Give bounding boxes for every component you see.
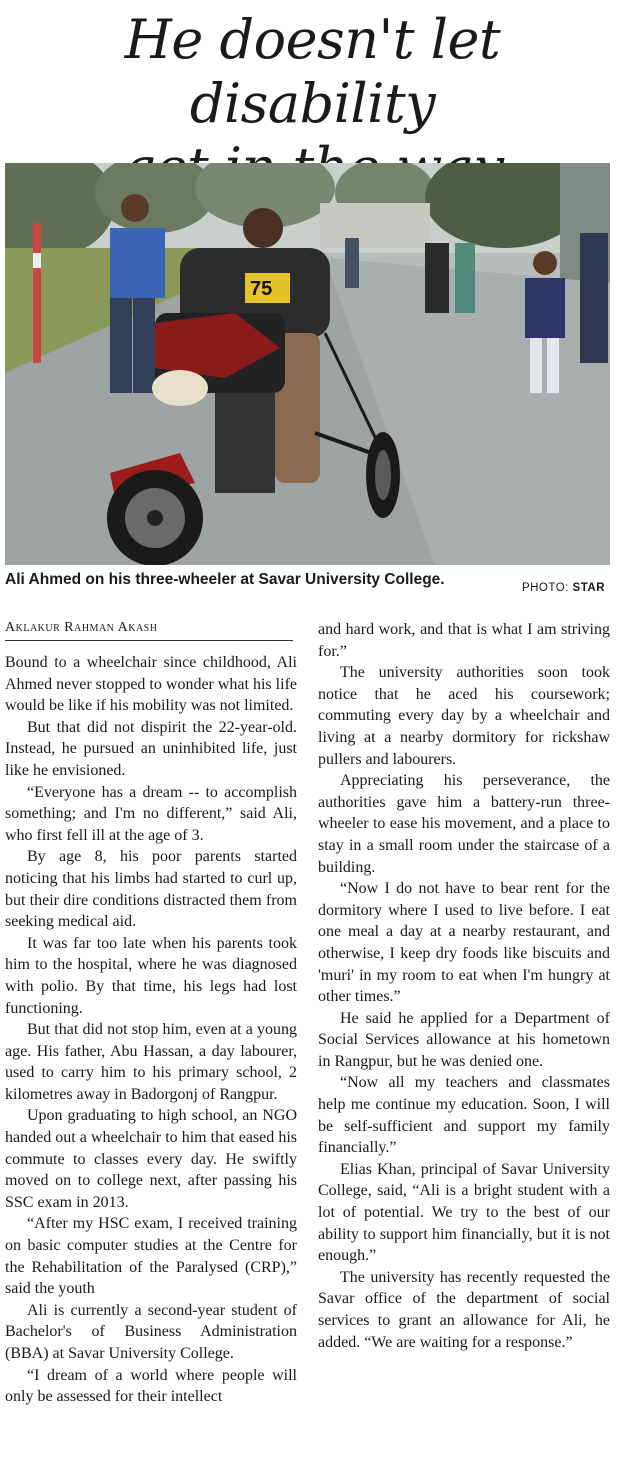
photo-caption: Ali Ahmed on his three-wheeler at Savar University College. bbox=[5, 571, 445, 588]
paragraph: The university authorities soon took notice that he aced his coursework; commuting every day by a wheelchair and living at a nearby dormitory for rickshaw pullers and labourers. bbox=[318, 664, 610, 768]
article-column-2 bbox=[318, 619, 610, 1353]
paragraph: “I dream of a world where people will only be assessed for their intellect bbox=[5, 1366, 297, 1406]
paragraph-continuation: and hard work, and that is what I am striving for.” bbox=[318, 621, 610, 660]
byline: Aklakur Rahman Akash bbox=[5, 620, 293, 641]
paragraph: Ali is currently a second-year student of Bachelor's of Business Administration (BBA) at Savar University College. bbox=[5, 1301, 297, 1362]
photo-credit-source: STAR bbox=[572, 582, 605, 594]
paragraph: The university has recently requested the Savar office of the department of social services to grant an allowance for Ali, he added. “We are waiting for a response.” bbox=[318, 1268, 610, 1351]
paragraph: Elias Khan, principal of Savar University College, said, “Ali is a bright student with a lot of potential. We try to the best of our ability to support him financially, but it is not enough.” bbox=[318, 1160, 610, 1265]
paragraph: Bound to a wheelchair since childhood, Ali Ahmed never stopped to wonder what his life would be like if his mobility was not limited. bbox=[5, 654, 297, 715]
paragraph: He said he applied for a Department of Social Services allowance at his hometown in Rangpur, but he was denied one. bbox=[318, 1009, 610, 1070]
paragraph: “After my HSC exam, I received training on basic computer studies at the Centre for the Rehabilitation of the Paralysed (CRP),” said the youth bbox=[5, 1215, 297, 1298]
paragraph: But that did not dispirit the 22-year-old. Instead, he pursued an uninhibited life, just like he envisioned. bbox=[5, 718, 297, 779]
paragraph: “Everyone has a dream -- to accomplish something; and I'm no different,” said Ali, who first fell ill at the age of 3. bbox=[5, 783, 297, 844]
paragraph: By age 8, his poor parents started noticing that his limbs had started to curl up, but their dire conditions distracted them from seeking medical aid. bbox=[5, 848, 297, 931]
photo-illustration bbox=[5, 163, 610, 565]
news-photo bbox=[5, 163, 610, 565]
article-column-1 bbox=[5, 652, 297, 1408]
photo-credit-label: PHOTO: bbox=[521, 582, 569, 594]
paragraph: Upon graduating to high school, an NGO handed out a wheelchair to him that eased his commute to classes every day. He swiftly moved on to college next, after passing his SSC exam in 2013. bbox=[5, 1107, 297, 1211]
paragraph: It was far too late when his parents took him to the hospital, where he was diagnosed with polio. By that time, his legs had lost functioning. bbox=[5, 934, 297, 1017]
paragraph: “Now I do not have to bear rent for the dormitory where I used to live before. I eat one meal a day at a nearby restaurant, and otherwise, I keep dry foods like biscuits and 'muri' in my room to eat when I'm hungry at other times.” bbox=[318, 880, 610, 1006]
paragraph: Appreciating his perseverance, the authorities gave him a battery-run three-wheeler to ease his movement, and a place to stay in a small room under the staircase of a building. bbox=[318, 772, 610, 876]
jersey-number: 75 bbox=[250, 278, 273, 300]
headline-line-1: He doesn't let disability bbox=[124, 8, 501, 135]
paragraph: But that did not stop him, even at a young age. His father, Abu Hassan, a day labourer, used to carry him to his primary school, 2 kilometres away in Badorgonj of Rangpur. bbox=[5, 1021, 297, 1103]
paragraph: “Now all my teachers and classmates help me continue my education. Soon, I will be self-sufficient and support my family financially.” bbox=[318, 1074, 610, 1157]
photo-credit bbox=[522, 582, 605, 594]
